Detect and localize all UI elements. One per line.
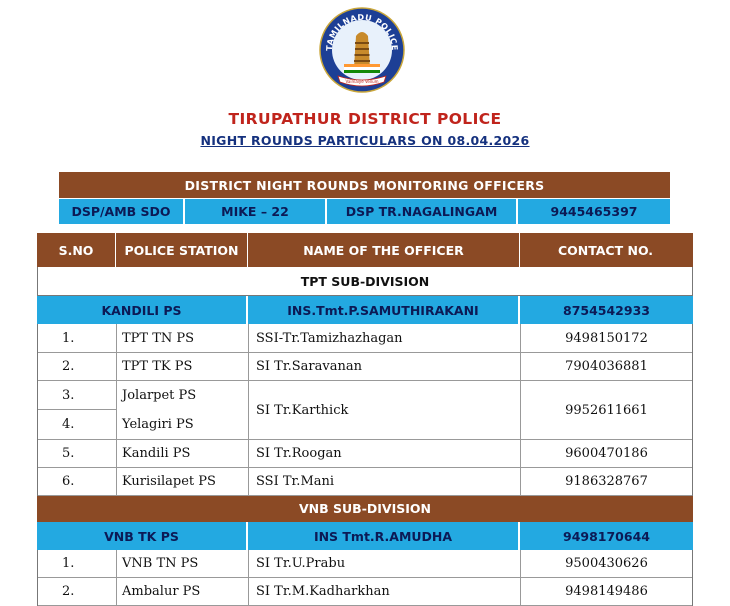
row-contact: 9186328767 (521, 468, 692, 496)
monitoring-heading: DISTRICT NIGHT ROUNDS MONITORING OFFICERS (59, 172, 670, 198)
row-sno: 2. (38, 353, 117, 381)
row-officer: SI Tr.M.Kadharkhan (249, 578, 521, 606)
emblem-ring-text: TAMILNADU POLICE (324, 12, 400, 52)
row-police-station: TPT TK PS (117, 353, 249, 381)
header-police-station: POLICE STATION (116, 233, 248, 267)
division-station: KANDILI PS (37, 296, 248, 324)
table-row (37, 550, 693, 578)
row-police-station: Kandili PS (117, 440, 249, 468)
division-title: VNB SUB-DIVISION (37, 496, 693, 522)
division-station: VNB TK PS (37, 522, 248, 550)
night-rounds-table (37, 233, 693, 606)
table-row (37, 468, 693, 496)
row-police-station: TPT TN PS (117, 324, 249, 353)
division-inspector: INS Tmt.R.AMUDHA (248, 522, 520, 550)
division-station-row (37, 522, 693, 550)
row-contact: 9952611661 (521, 381, 692, 440)
table-row-merged (37, 381, 693, 440)
row-police-station: VNB TN PS (117, 550, 249, 578)
division-inspector: INS.Tmt.P.SAMUTHIRAKANI (248, 296, 520, 324)
emblem-motto: Vaimaiye Vellum (345, 79, 379, 84)
row-contact: 9600470186 (521, 440, 692, 468)
row-contact: 9500430626 (521, 550, 692, 578)
row-officer: SI Tr.Roogan (249, 440, 521, 468)
header-contact: CONTACT NO. (557, 242, 654, 258)
row-officer: SSI Tr.Mani (249, 468, 521, 496)
table-header (37, 233, 693, 267)
division-contact: 9498170644 (563, 528, 650, 544)
row-officer: SSI-Tr.Tamizhazhagan (249, 324, 521, 353)
table-row (37, 324, 693, 353)
table-row (37, 578, 693, 606)
row-contact: 9498150172 (521, 324, 692, 353)
monitoring-officer: DSP TR.NAGALINGAM (327, 199, 518, 224)
row-sno: 1. (38, 324, 117, 353)
row-police-station: Ambalur PS (117, 578, 249, 606)
header-officer-name: NAME OF THE OFFICER (248, 233, 520, 267)
document-title: TIRUPATHUR DISTRICT POLICE (228, 110, 502, 128)
row-officer: SI Tr.Karthick (249, 381, 521, 440)
row-officer: SI Tr.U.Prabu (249, 550, 521, 578)
row-contact: 9498149486 (521, 578, 692, 606)
police-emblem-logo (318, 6, 406, 94)
monitoring-row (59, 199, 670, 224)
monitoring-callsign: MIKE – 22 (185, 199, 327, 224)
row-officer: SI Tr.Saravanan (249, 353, 521, 381)
row-sno: 3. (38, 381, 117, 410)
monitoring-role: DSP/AMB SDO (59, 199, 185, 224)
division-title: TPT SUB-DIVISION (37, 267, 693, 296)
row-sno: 4. (38, 410, 117, 440)
row-sno: 1. (38, 550, 117, 578)
monitoring-contact: 9445465397 (518, 199, 670, 224)
row-police-station: Kurisilapet PS (117, 468, 249, 496)
table-row (37, 440, 693, 468)
row-contact: 7904036881 (521, 353, 692, 381)
row-sno: 5. (38, 440, 117, 468)
table-row (37, 353, 693, 381)
division-contact: 8754542933 (563, 302, 650, 318)
row-sno: 6. (38, 468, 117, 496)
row-police-station: Yelagiri PS (117, 410, 249, 440)
row-police-station: Jolarpet PS (117, 381, 249, 410)
document-subtitle: NIGHT ROUNDS PARTICULARS ON 08.04.2026 (200, 133, 530, 148)
row-sno: 2. (38, 578, 117, 606)
header-sno: S.NO (37, 233, 116, 267)
division-station-row (37, 296, 693, 324)
